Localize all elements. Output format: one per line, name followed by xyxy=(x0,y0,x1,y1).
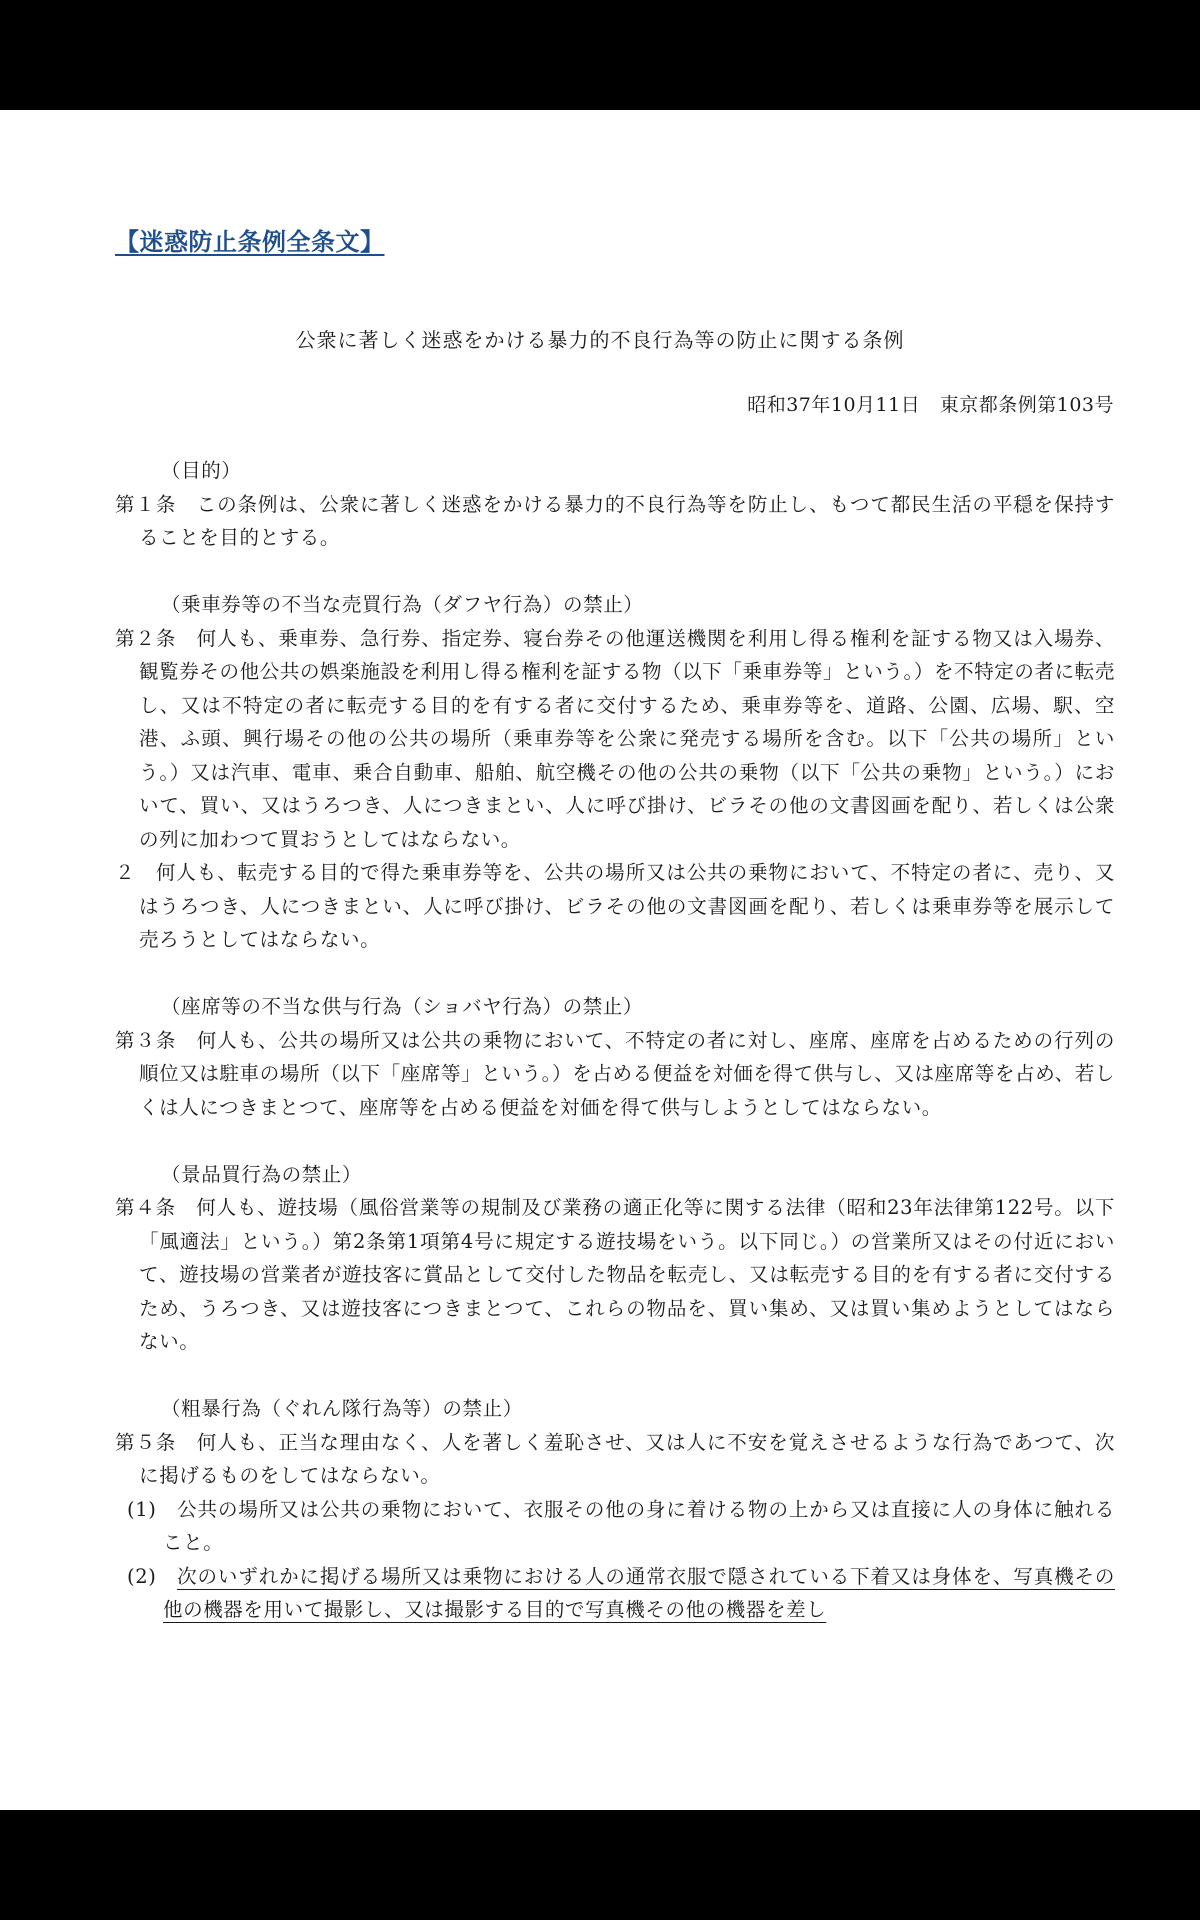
item-1-text: 公共の場所又は公共の乗物において、衣服その他の身に着ける物の上から又は直接に人の身体に触れること。 xyxy=(163,1497,1115,1554)
item-2-text: 次のいずれかに掲げる場所又は乗物における人の通常衣服で隠されている下着又は身体を、写真機その他の機器を用いて撮影し、又は撮影する目的で写真機その他の機器を差し xyxy=(163,1564,1115,1621)
article-3-text: 第３条 何人も、公共の場所又は公共の乗物において、不特定の者に対し、座席、座席を占めるための行列の順位又は駐車の場所（以下「座席等」という。）を占める便益を対価を得て供与し、又は座席等を占め、若しくは人につきまとつて、座席等を占める便益を対価を得て供与しようとしてはならない。 xyxy=(115,1028,1115,1119)
article-5-caption: （粗暴行為（ぐれん隊行為等）の禁止） xyxy=(161,1397,523,1420)
law-date: 昭和37年10月11日 東京都条例第103号 xyxy=(747,394,1114,416)
article-1-text: 第１条 この条例は、公衆に著しく迷惑をかける暴力的不良行為等を防止し、もつて都民生活の平穏を保持することを目的とする。 xyxy=(115,492,1115,549)
article-2-caption: （乗車券等の不当な売買行為（ダフヤ行為）の禁止） xyxy=(161,593,644,616)
article-4-caption: （景品買行為の禁止） xyxy=(161,1162,363,1186)
heading-link[interactable]: 【迷惑防止条例全条文】 xyxy=(115,228,385,256)
item-2-number: (2) xyxy=(127,1564,157,1588)
article-2-paragraph-2: ２ 何人も、転売する目的で得た乗車券等を、公共の場所又は公共の乗物において、不特定の者に、売り、又はうろつき、人につきまとい、人に呼び掛け、ビラその他の文書図画を配り、若しくは乗車券等を展示して売ろうとしてはならない。 xyxy=(115,861,1115,951)
article-3-caption: （座席等の不当な供与行為（ショバヤ行為）の禁止） xyxy=(161,995,644,1018)
item-1-number: (1) xyxy=(127,1497,157,1521)
bottom-black-bar xyxy=(0,1810,1200,1920)
article-4-text: 第４条 何人も、遊技場（風俗営業等の規制及び業務の適正化等に関する法律（昭和23年法律第122号。以下「風適法」という。）第2条第1項第4号に規定する遊技場をいう。以下同じ。）の営業所又はその付近において、遊技場の営業者が遊技客に賞品として交付した物品を転売し、又は転売する目的を有する者に交付するため、うろつき、又は遊技客につきまとつて、これらの物品を、買い集め、又は買い集めようとしてはならない。 xyxy=(115,1196,1115,1353)
ordinance-body xyxy=(115,454,1115,1627)
article-2-text: 第２条 何人も、乗車券、急行券、指定券、寝台券その他運送機関を利用し得る権利を証する物又は入場券、観覧券その他公共の娯楽施設を利用し得る権利を証する物（以下「乗車券等」という。）を不特定の者に転売し、又は不特定の者に転売する目的を有する者に交付するため、乗車券等を、道路、公園、広場、駅、空港、ふ頭、興行場その他の公共の場所（乗車券等を公衆に発売する場所を含む。以下「公共の場所」という。）又は汽車、電車、乗合自動車、船舶、航空機その他の公共の乗物（以下「公共の乗物」という。）において、買い、又はうろつき、人につきまとい、人に呼び掛け、ビラその他の文書図画を配り、若しくは公衆の列に加わつて買おうとしてはならない。 xyxy=(115,626,1115,851)
document-page[interactable] xyxy=(0,110,1200,1810)
article-1-caption: （目的） xyxy=(161,459,242,482)
top-black-bar xyxy=(0,0,1200,110)
law-title: 公衆に著しく迷惑をかける暴力的不良行為等の防止に関する条例 xyxy=(295,328,905,352)
article-5-item-2 xyxy=(115,1560,1115,1627)
article-5-text: 第５条 何人も、正当な理由なく、人を著しく羞恥させ、又は人に不安を覚えさせるような行為であつて、次に掲げるものをしてはならない。 xyxy=(115,1430,1115,1487)
article-5-item-1 xyxy=(115,1493,1115,1560)
